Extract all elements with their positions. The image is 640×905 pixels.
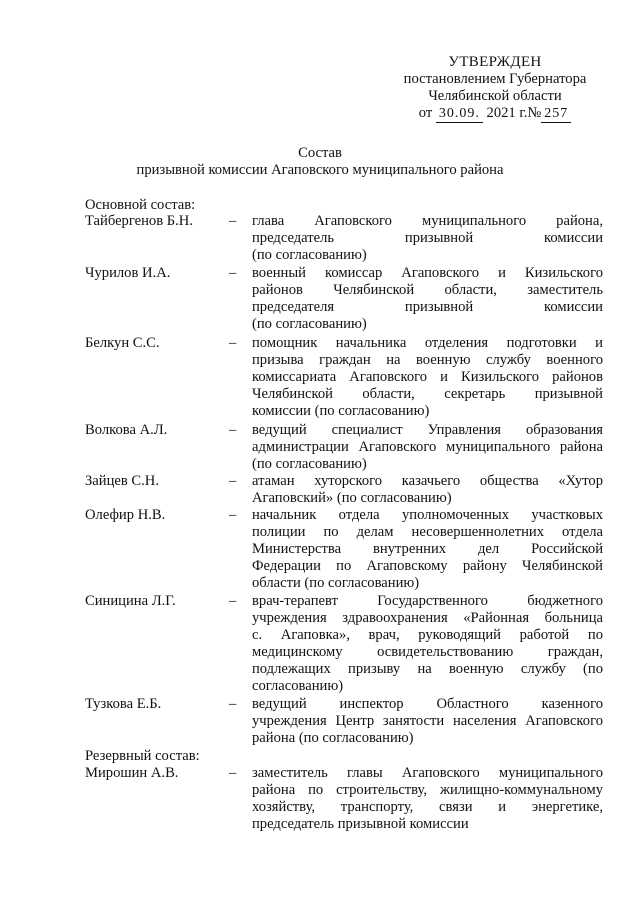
- member-description-line: районов Челябинской области, заместитель: [252, 282, 603, 298]
- member-description-line: учреждения здравоохранения «Районная больница: [252, 610, 603, 626]
- member-description-line: председателя призывной комиссии: [252, 299, 603, 315]
- member-description-line: (по согласованию): [252, 316, 367, 332]
- member-description-line: призыва граждан на военную службу военного: [252, 352, 603, 368]
- main-section-label: Основной состав:: [85, 197, 196, 213]
- member-description: [252, 473, 603, 507]
- document-title: [0, 145, 640, 179]
- title-line-1: Состав: [298, 145, 342, 161]
- member-description: [252, 422, 603, 473]
- member-dash: –: [229, 265, 237, 281]
- member-name: Волкова А.Л.: [85, 422, 168, 438]
- member-description-line: начальник отдела уполномоченных участковых: [252, 507, 603, 523]
- member-description-line: медицинскому освидетельствованию граждан,: [252, 644, 603, 660]
- member-description: [252, 696, 603, 747]
- member-description-line: с. Агаповка», врач, руководящий работой по: [252, 627, 603, 643]
- member-name: Синицина Л.Г.: [85, 593, 176, 609]
- approval-decree-line: постановлением Губернатора: [403, 71, 587, 87]
- reserve-section-label: Резервный состав:: [85, 748, 200, 764]
- member-name: Мирошин А.В.: [85, 765, 179, 781]
- member-description-line: Министерства внутренних дел Российской: [252, 541, 603, 557]
- date-filled: 30.09.: [436, 105, 483, 123]
- member-description-line: Челябинской области, секретарь призывной: [252, 386, 603, 402]
- member-description: [252, 507, 603, 592]
- date-year: 2021 г.: [486, 105, 528, 121]
- member-description-line: района (по согласованию): [252, 730, 414, 746]
- number-filled: 257: [541, 105, 571, 123]
- member-description-line: заместитель главы Агаповского муниципального: [252, 765, 603, 781]
- member-description-line: атаман хуторского казачьего общества «Хутор: [252, 473, 603, 489]
- member-description-line: глава Агаповского муниципального района,: [252, 213, 603, 229]
- member-description-line: области (по согласованию): [252, 575, 420, 591]
- member-description-line: Агаповский» (по согласованию): [252, 490, 452, 506]
- member-dash: –: [229, 335, 237, 351]
- member-dash: –: [229, 422, 237, 438]
- member-dash: –: [229, 213, 237, 229]
- approval-block: [380, 54, 610, 123]
- title-line-2: призывной комиссии Агаповского муниципального района: [136, 162, 504, 178]
- approval-heading: УТВЕРЖДЕН: [448, 54, 542, 70]
- date-prefix: от: [418, 105, 433, 121]
- member-description: [252, 213, 603, 264]
- member-description: [252, 335, 603, 420]
- member-name: Олефир Н.В.: [85, 507, 166, 523]
- member-name: Чурилов И.А.: [85, 265, 171, 281]
- member-description-line: председатель призывной комиссии: [252, 230, 603, 246]
- member-description-line: ведущий специалист Управления образования: [252, 422, 603, 438]
- member-description: [252, 765, 603, 833]
- approval-date-line: [380, 105, 610, 123]
- member-description-line: учреждения Центр занятости населения Агаповского: [252, 713, 603, 729]
- member-description-line: военный комиссар Агаповского и Кизильского: [252, 265, 603, 281]
- member-name: Тузкова Е.Б.: [85, 696, 162, 712]
- number-prefix: №: [527, 105, 542, 121]
- member-description-line: врач-терапевт Государственного бюджетного: [252, 593, 603, 609]
- member-dash: –: [229, 696, 237, 712]
- member-description-line: администрации Агаповского муниципального района: [252, 439, 603, 455]
- member-name: Тайбергенов Б.Н.: [85, 213, 193, 229]
- member-description-line: (по согласованию): [252, 456, 367, 472]
- member-description-line: (по согласованию): [252, 247, 367, 263]
- member-description-line: подлежащих призыву на военную службу (по: [252, 661, 603, 677]
- member-dash: –: [229, 473, 237, 489]
- member-description-line: согласованию): [252, 678, 344, 694]
- member-description-line: района по строительству, жилищно-коммунальному: [252, 782, 603, 798]
- member-description-line: председатель призывной комиссии: [252, 816, 469, 832]
- member-dash: –: [229, 765, 237, 781]
- member-dash: –: [229, 593, 237, 609]
- member-description-line: ведущий инспектор Областного казенного: [252, 696, 603, 712]
- member-description-line: помощник начальника отделения подготовки и: [252, 335, 603, 351]
- member-name: Белкун С.С.: [85, 335, 160, 351]
- member-description-line: хозяйству, транспорту, связи и энергетике,: [252, 799, 603, 815]
- member-dash: –: [229, 507, 237, 523]
- member-description: [252, 265, 603, 333]
- member-description-line: комиссии (по согласованию): [252, 403, 430, 419]
- member-description-line: комиссариата Агаповского и Кизильского районов: [252, 369, 603, 385]
- approval-region-line: Челябинской области: [428, 88, 562, 104]
- member-description: [252, 593, 603, 695]
- member-name: Зайцев С.Н.: [85, 473, 159, 489]
- member-description-line: полиции по делам несовершеннолетних отдела: [252, 524, 603, 540]
- member-description-line: Федерации по Агаповскому району Челябинской: [252, 558, 603, 574]
